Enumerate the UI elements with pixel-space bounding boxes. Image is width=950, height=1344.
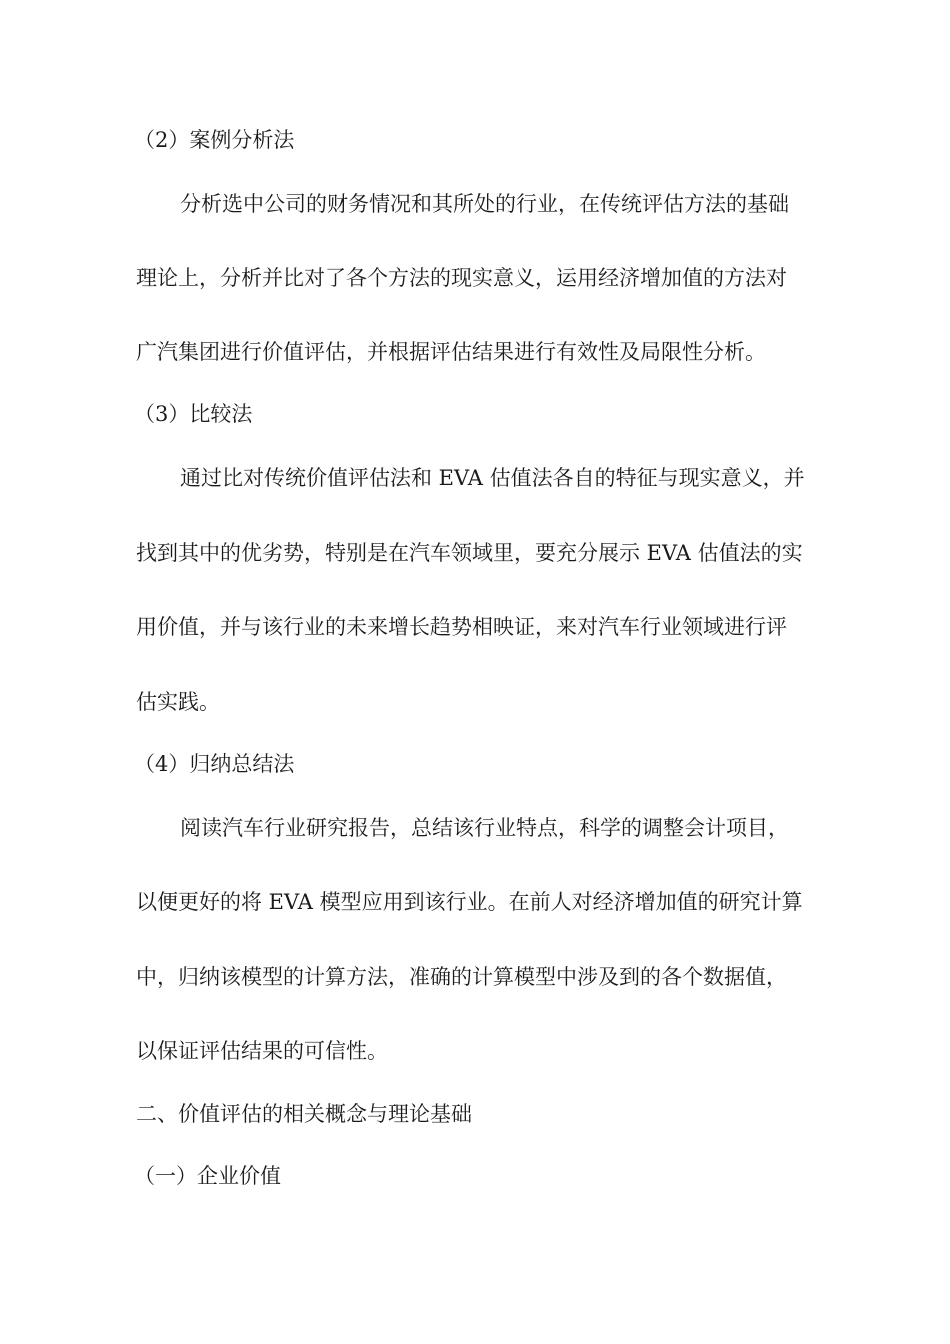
- section-heading: 二、价值评估的相关概念与理论基础: [136, 1102, 472, 1126]
- subheading-induction: （4）归纳总结法: [134, 752, 295, 776]
- subheading-comparison: （3）比较法: [134, 402, 253, 426]
- paragraph-line: 中，归纳该模型的计算方法，准确的计算模型中涉及到的各个数据值，: [136, 965, 787, 989]
- paragraph-line: 以保证评估结果的可信性。: [136, 1039, 388, 1063]
- paragraph-line: 估实践。: [136, 690, 220, 714]
- subsection-heading: （一）企业价值: [134, 1164, 281, 1188]
- paragraph-line: 分析选中公司的财务情况和其所处的行业，在传统评估方法的基础: [180, 192, 789, 216]
- subheading-case-analysis: （2）案例分析法: [134, 128, 295, 152]
- paragraph-line: 理论上，分析并比对了各个方法的现实意义，运用经济增加值的方法对: [136, 266, 787, 290]
- paragraph-line: 广汽集团进行价值评估，并根据评估结果进行有效性及局限性分析。: [136, 340, 766, 364]
- paragraph-line: 通过比对传统价值评估法和 EVA 估值法各自的特征与现实意义，并: [180, 466, 805, 490]
- paragraph-line: 找到其中的优劣势，特别是在汽车领域里，要充分展示 EVA 估值法的实: [136, 541, 803, 565]
- paragraph-line: 用价值，并与该行业的未来增长趋势相映证，来对汽车行业领域进行评: [136, 615, 787, 639]
- paragraph-line: 以便更好的将 EVA 模型应用到该行业。在前人对经济增加值的研究计算: [136, 890, 803, 914]
- paragraph-line: 阅读汽车行业研究报告，总结该行业特点，科学的调整会计项目，: [180, 816, 789, 840]
